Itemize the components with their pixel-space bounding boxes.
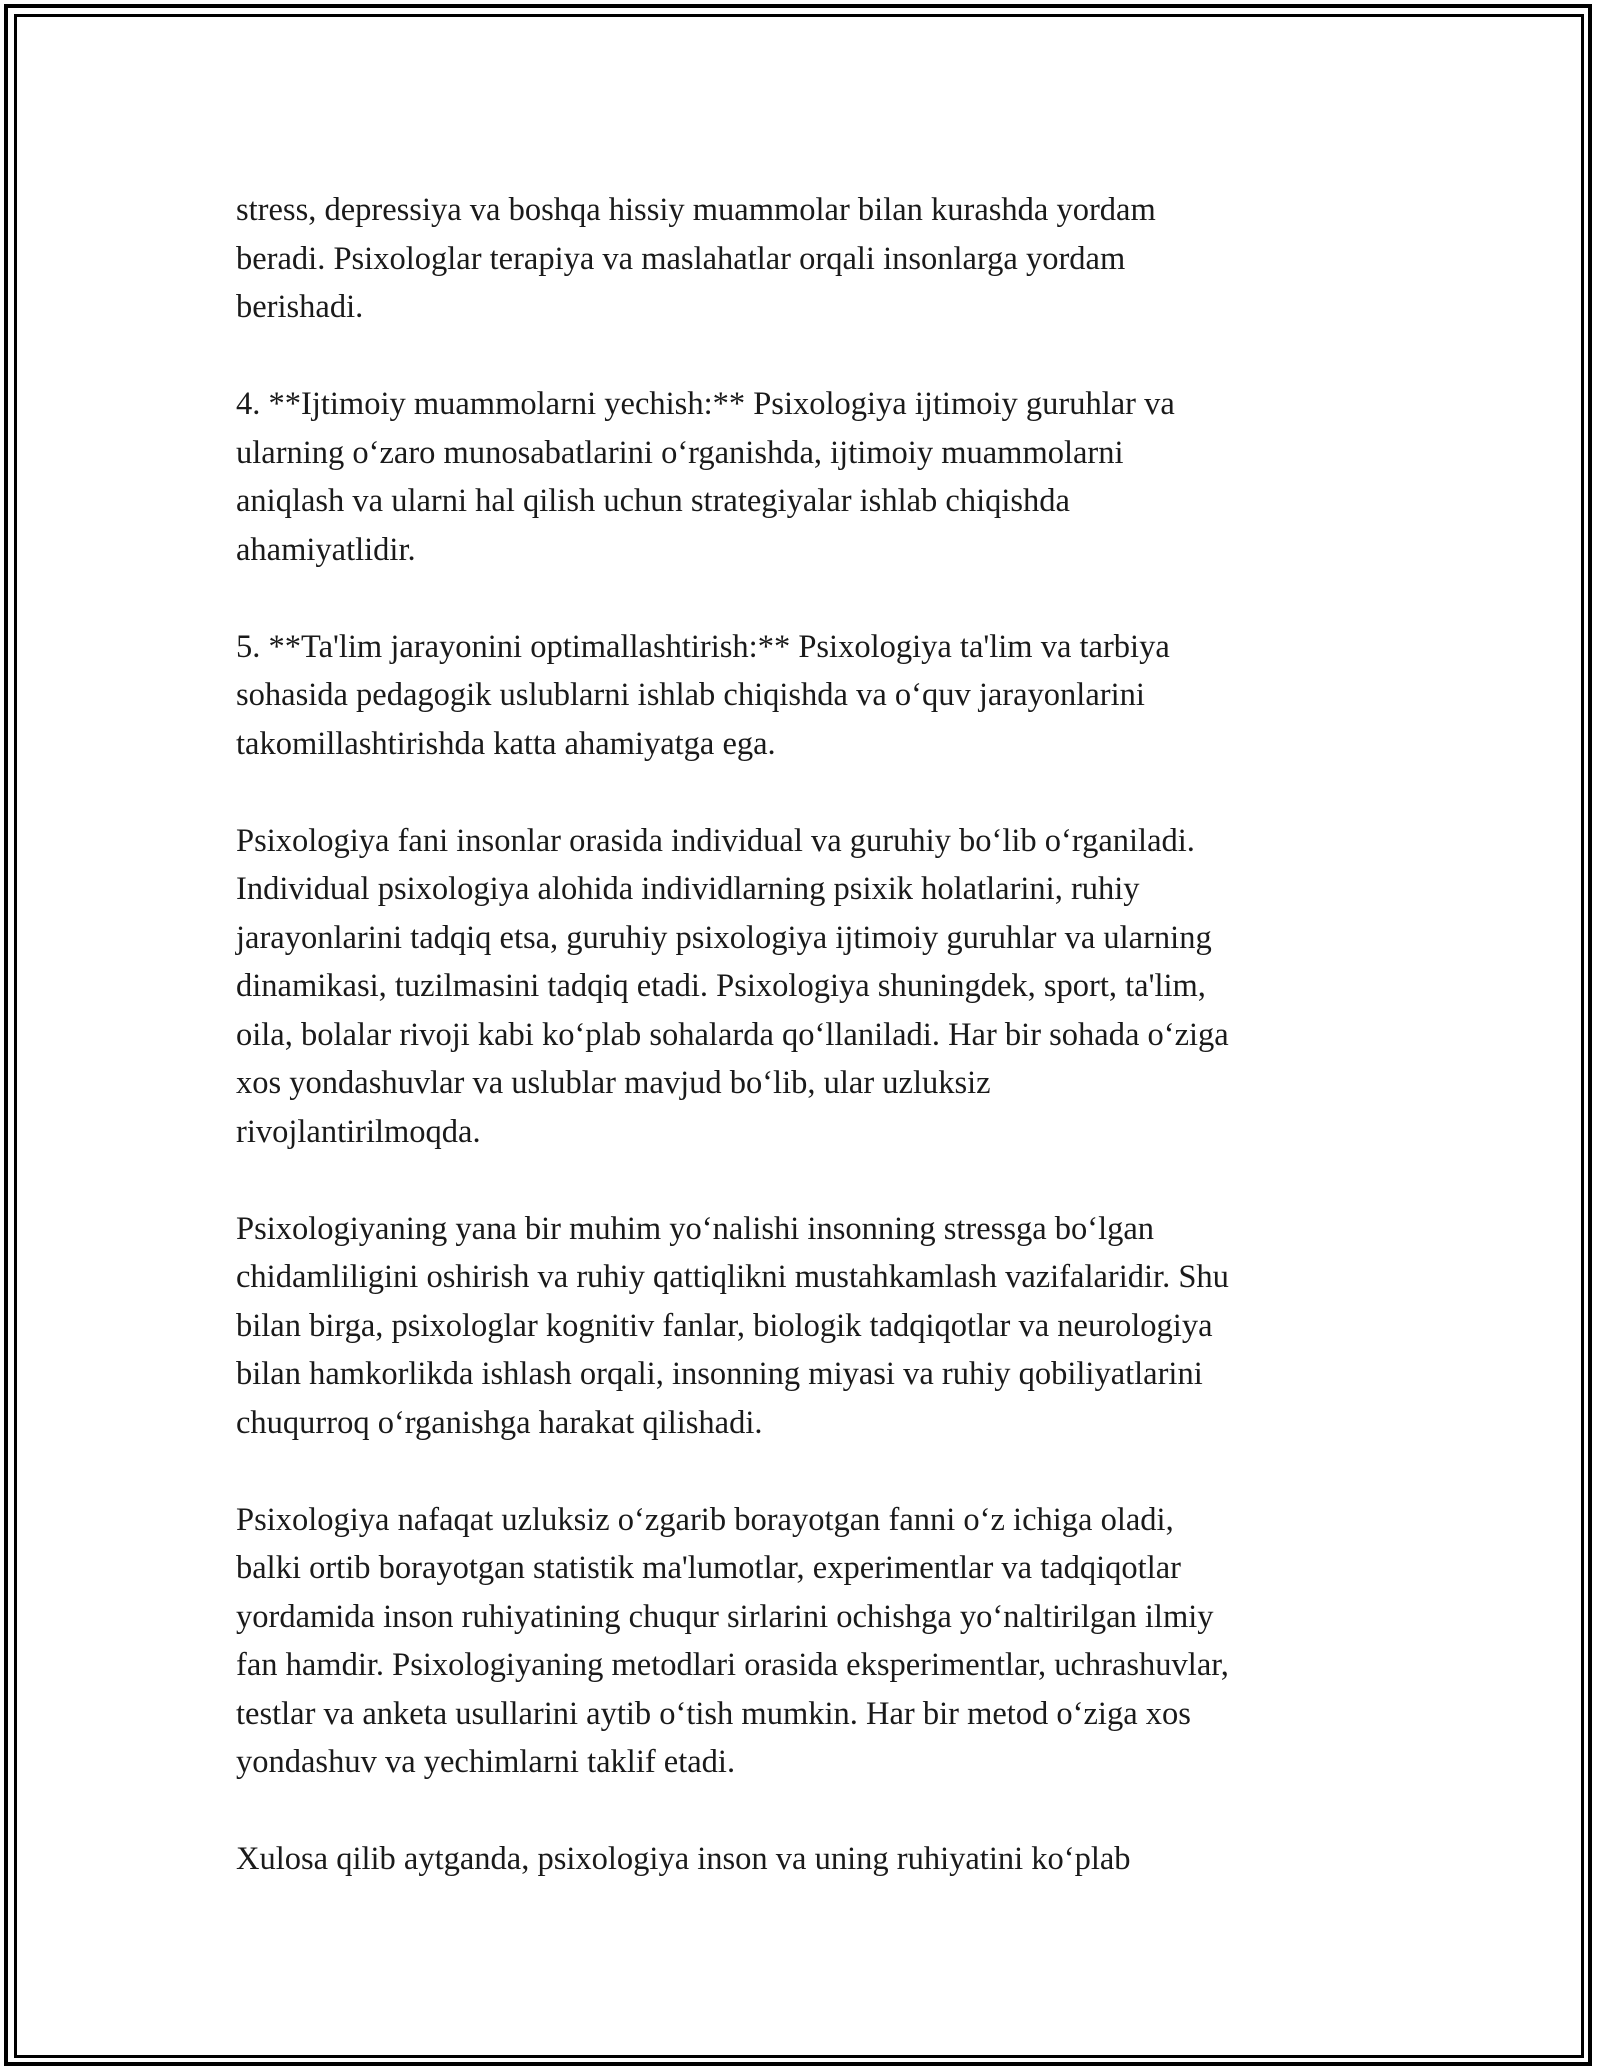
text-line: chuqurroq o‘rganishga harakat qilishadi.: [236, 1404, 763, 1441]
text-line: 5. **Ta'lim jarayonini optimallashtirish:** Psixologiya ta'lim va tarbiya: [236, 628, 1170, 665]
paragraph-4: [236, 817, 1366, 1157]
text-line: beradi. Psixologlar terapiya va maslahatlar orqali insonlarga yordam: [236, 240, 1126, 277]
text-line: aniqlash va ularni hal qilish uchun strategiyalar ishlab chiqishda: [236, 483, 1070, 519]
text-line: ahamiyatlidir.: [236, 531, 416, 568]
document-body: [236, 186, 1366, 1932]
text-line: berishadi.: [236, 289, 364, 325]
text-line: jarayonlarini tadqiq etsa, guruhiy psixologiya ijtimoiy guruhlar va ularning: [236, 919, 1212, 956]
paragraph-2: [236, 380, 1366, 574]
text-line: sohasida pedagogik uslublarni ishlab chiqishda va o‘quv jarayonlarini: [236, 677, 1145, 713]
text-line: dinamikasi, tuzilmasini tadqiq etadi. Psixologiya shuningdek, sport, ta'lim,: [236, 968, 1206, 1004]
text-line: bilan hamkorlikda ishlash orqali, insonning miyasi va ruhiy qobiliyatlarini: [236, 1356, 1203, 1392]
text-line: 4. **Ijtimoiy muammolarni yechish:** Psixologiya ijtimoiy guruhlar va: [236, 386, 1175, 422]
text-line: Individual psixologiya alohida individlarning psixik holatlarini, ruhiy: [236, 871, 1140, 907]
text-line: xos yondashuvlar va uslublar mavjud bo‘lib, ular uzluksiz: [236, 1065, 991, 1101]
text-line: yondashuv va yechimlarni taklif etadi.: [236, 1744, 736, 1780]
text-line: Psixologiya nafaqat uzluksiz o‘zgarib borayotgan fanni o‘z ichiga oladi,: [236, 1501, 1174, 1538]
text-line: balki ortib borayotgan statistik ma'lumotlar, experimentlar va tadqiqotlar: [236, 1550, 1181, 1586]
text-line: takomillashtirishda katta ahamiyatga ega.: [236, 725, 776, 762]
text-line: Xulosa qilib aytganda, psixologiya inson va uning ruhiyatini ko‘plab: [236, 1841, 1131, 1877]
text-line: Psixologiyaning yana bir muhim yo‘nalishi insonning stressga bo‘lgan: [236, 1210, 1155, 1247]
text-line: bilan birga, psixologlar kognitiv fanlar, biologik tadqiqotlar va neurologiya: [236, 1307, 1213, 1344]
text-line: fan hamdir. Psixologiyaning metodlari orasida eksperimentlar, uchrashuvlar,: [236, 1647, 1229, 1683]
paragraph-7: [236, 1835, 1366, 1884]
text-line: chidamliligini oshirish va ruhiy qattiqlikni mustahkamlash vazifalaridir. Shu: [236, 1259, 1229, 1295]
paragraph-6: [236, 1496, 1366, 1787]
text-line: Psixologiya fani insonlar orasida individual va guruhiy bo‘lib o‘rganiladi.: [236, 822, 1195, 859]
text-line: yordamida inson ruhiyatining chuqur sirlarini ochishga yo‘naltirilgan ilmiy: [236, 1598, 1214, 1635]
paragraph-3: [236, 623, 1366, 769]
text-line: rivojlantirilmoqda.: [236, 1113, 481, 1150]
paragraph-1: [236, 186, 1366, 332]
text-line: testlar va anketa usullarini aytib o‘tish mumkin. Har bir metod o‘ziga xos: [236, 1695, 1191, 1732]
text-line: oila, bolalar rivoji kabi ko‘plab sohalarda qo‘llaniladi. Har bir sohada o‘ziga: [236, 1016, 1229, 1053]
text-line: ularning o‘zaro munosabatlarini o‘rganishda, ijtimoiy muammolarni: [236, 434, 1124, 471]
paragraph-5: [236, 1205, 1366, 1448]
text-line: stress, depressiya va boshqa hissiy muammolar bilan kurashda yordam: [236, 192, 1156, 228]
